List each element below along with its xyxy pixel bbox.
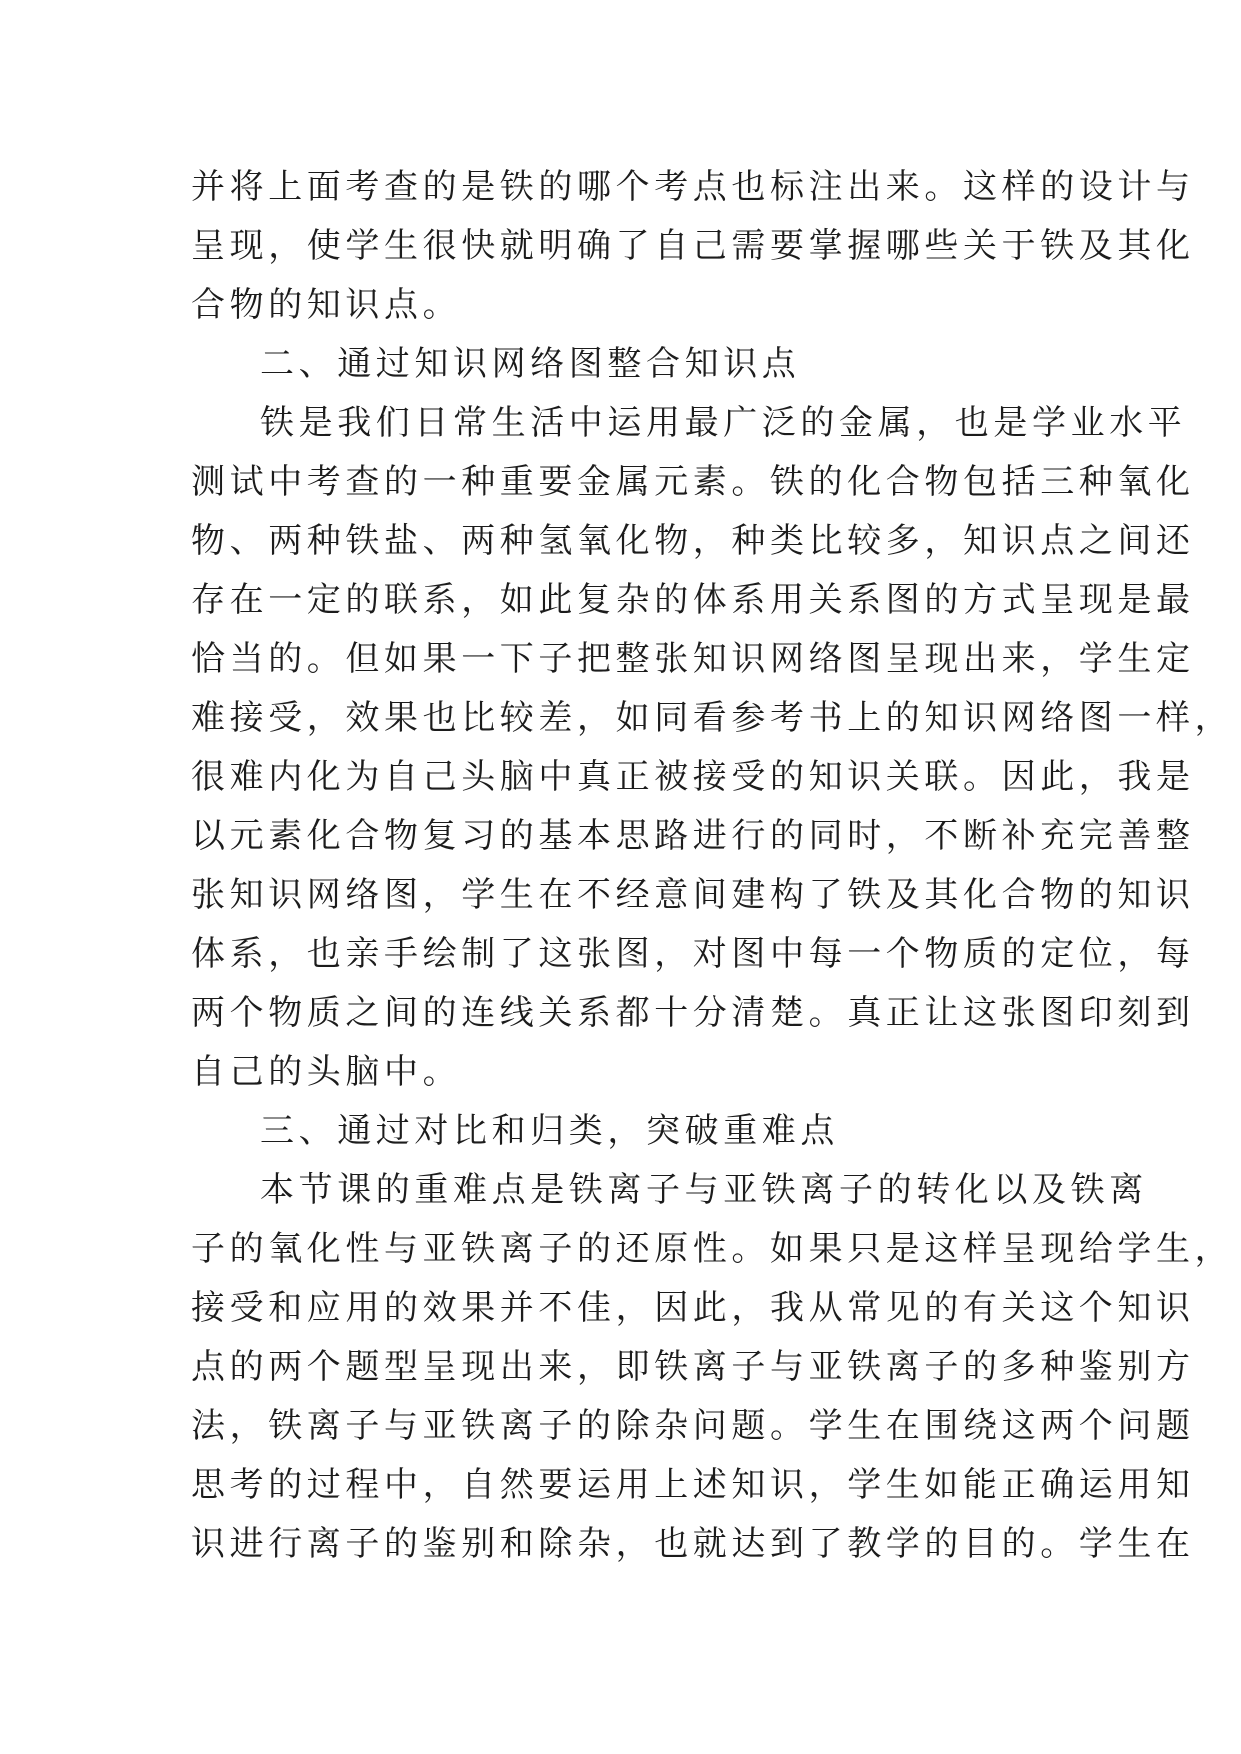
text-line: 法，铁离子与亚铁离子的除杂问题。学生在围绕这两个问题 <box>191 1406 1195 1446</box>
text-line: 存在一定的联系，如此复杂的体系用关系图的方式呈现是最 <box>191 580 1195 620</box>
text-line: 并将上面考查的是铁的哪个考点也标注出来。这样的设计与 <box>191 167 1195 207</box>
text-line: 难接受，效果也比较差，如同看参考书上的知识网络图一样， <box>191 698 1234 738</box>
body-text <box>191 158 1234 1574</box>
paragraph-start-line: 铁是我们日常生活中运用最广泛的金属，也是学业水平 <box>260 403 1187 443</box>
text-line: 自己的头脑中。 <box>191 1052 462 1092</box>
text-line: 两个物质之间的连线关系都十分清楚。真正让这张图印刻到 <box>191 993 1195 1033</box>
paragraph-start-line: 二、通过知识网络图整合知识点 <box>260 344 801 384</box>
paragraph-start-line: 三、通过对比和归类，突破重难点 <box>260 1111 839 1151</box>
text-line: 恰当的。但如果一下子把整张知识网络图呈现出来，学生定 <box>191 639 1195 679</box>
text-line: 体系，也亲手绘制了这张图，对图中每一个物质的定位，每 <box>191 934 1195 974</box>
text-line: 合物的知识点。 <box>191 285 462 325</box>
paragraph-start-line: 本节课的重难点是铁离子与亚铁离子的转化以及铁离 <box>260 1170 1148 1210</box>
text-line: 点的两个题型呈现出来，即铁离子与亚铁离子的多种鉴别方 <box>191 1347 1195 1387</box>
text-line: 子的氧化性与亚铁离子的还原性。如果只是这样呈现给学生， <box>191 1229 1234 1269</box>
text-line: 接受和应用的效果并不佳，因此，我从常见的有关这个知识 <box>191 1288 1195 1328</box>
text-line: 张知识网络图，学生在不经意间建构了铁及其化合物的知识 <box>191 875 1195 915</box>
text-line: 物、两种铁盐、两种氢氧化物，种类比较多，知识点之间还 <box>191 521 1195 561</box>
text-line: 很难内化为自己头脑中真正被接受的知识关联。因此，我是 <box>191 757 1195 797</box>
text-line: 以元素化合物复习的基本思路进行的同时，不断补充完善整 <box>191 816 1195 856</box>
text-line: 识进行离子的鉴别和除杂，也就达到了教学的目的。学生在 <box>191 1524 1195 1564</box>
text-line: 思考的过程中，自然要运用上述知识，学生如能正确运用知 <box>191 1465 1195 1505</box>
text-line: 测试中考查的一种重要金属元素。铁的化合物包括三种氧化 <box>191 462 1195 502</box>
text-line: 呈现，使学生很快就明确了自己需要掌握哪些关于铁及其化 <box>191 226 1195 266</box>
